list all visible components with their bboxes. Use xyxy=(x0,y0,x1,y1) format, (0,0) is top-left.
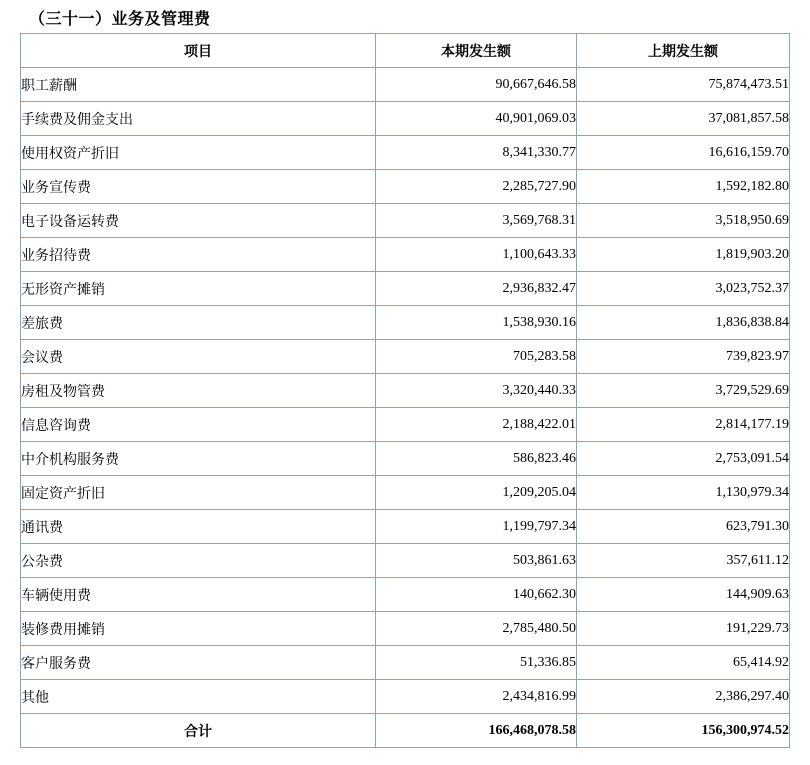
total-previous-amount: 156,300,974.52 xyxy=(577,714,790,748)
table-row xyxy=(21,272,790,306)
item-name: 公杂费 xyxy=(21,544,376,578)
previous-amount: 623,791.30 xyxy=(577,510,790,544)
previous-amount: 191,229.73 xyxy=(577,612,790,646)
previous-amount: 357,611.12 xyxy=(577,544,790,578)
item-name: 电子设备运转费 xyxy=(21,204,376,238)
previous-amount: 75,874,473.51 xyxy=(577,68,790,102)
previous-amount: 37,081,857.58 xyxy=(577,102,790,136)
item-name: 其他 xyxy=(21,680,376,714)
table-row xyxy=(21,170,790,204)
previous-amount: 144,909.63 xyxy=(577,578,790,612)
previous-amount: 3,729,529.69 xyxy=(577,374,790,408)
table-header-row xyxy=(21,34,790,68)
item-name: 无形资产摊销 xyxy=(21,272,376,306)
table-body xyxy=(21,68,790,748)
table-row xyxy=(21,204,790,238)
item-name: 职工薪酬 xyxy=(21,68,376,102)
header-item: 项目 xyxy=(21,34,376,68)
total-row xyxy=(21,714,790,748)
current-amount: 3,320,440.33 xyxy=(376,374,577,408)
expense-table xyxy=(20,33,790,748)
table-row xyxy=(21,306,790,340)
item-name: 固定资产折旧 xyxy=(21,476,376,510)
table-row xyxy=(21,102,790,136)
previous-amount: 2,386,297.40 xyxy=(577,680,790,714)
table-row xyxy=(21,510,790,544)
current-amount: 2,785,480.50 xyxy=(376,612,577,646)
section-title: （三十一）业务及管理费 xyxy=(29,9,211,28)
previous-amount: 2,814,177.19 xyxy=(577,408,790,442)
item-name: 客户服务费 xyxy=(21,646,376,680)
table-row xyxy=(21,238,790,272)
previous-amount: 1,819,903.20 xyxy=(577,238,790,272)
current-amount: 51,336.85 xyxy=(376,646,577,680)
current-amount: 2,434,816.99 xyxy=(376,680,577,714)
previous-amount: 1,836,838.84 xyxy=(577,306,790,340)
item-name: 差旅费 xyxy=(21,306,376,340)
table-row xyxy=(21,578,790,612)
table-row xyxy=(21,476,790,510)
total-current-amount: 166,468,078.58 xyxy=(376,714,577,748)
item-name: 使用权资产折旧 xyxy=(21,136,376,170)
item-name: 装修费用摊销 xyxy=(21,612,376,646)
item-name: 手续费及佣金支出 xyxy=(21,102,376,136)
previous-amount: 1,130,979.34 xyxy=(577,476,790,510)
current-amount: 1,100,643.33 xyxy=(376,238,577,272)
previous-amount: 1,592,182.80 xyxy=(577,170,790,204)
table-row xyxy=(21,408,790,442)
item-name: 车辆使用费 xyxy=(21,578,376,612)
current-amount: 3,569,768.31 xyxy=(376,204,577,238)
current-amount: 2,285,727.90 xyxy=(376,170,577,204)
table-row xyxy=(21,340,790,374)
item-name: 会议费 xyxy=(21,340,376,374)
item-name: 业务宣传费 xyxy=(21,170,376,204)
table-row xyxy=(21,612,790,646)
total-label: 合计 xyxy=(21,714,376,748)
current-amount: 40,901,069.03 xyxy=(376,102,577,136)
previous-amount: 3,518,950.69 xyxy=(577,204,790,238)
table-row xyxy=(21,68,790,102)
previous-amount: 739,823.97 xyxy=(577,340,790,374)
table-row xyxy=(21,374,790,408)
item-name: 中介机构服务费 xyxy=(21,442,376,476)
current-amount: 503,861.63 xyxy=(376,544,577,578)
current-amount: 2,188,422.01 xyxy=(376,408,577,442)
previous-amount: 2,753,091.54 xyxy=(577,442,790,476)
current-amount: 705,283.58 xyxy=(376,340,577,374)
current-amount: 8,341,330.77 xyxy=(376,136,577,170)
table-row xyxy=(21,442,790,476)
previous-amount: 3,023,752.37 xyxy=(577,272,790,306)
header-current-period: 本期发生额 xyxy=(376,34,577,68)
current-amount: 1,209,205.04 xyxy=(376,476,577,510)
current-amount: 1,538,930.16 xyxy=(376,306,577,340)
item-name: 信息咨询费 xyxy=(21,408,376,442)
previous-amount: 16,616,159.70 xyxy=(577,136,790,170)
table-row xyxy=(21,544,790,578)
table-row xyxy=(21,136,790,170)
previous-amount: 65,414.92 xyxy=(577,646,790,680)
current-amount: 1,199,797.34 xyxy=(376,510,577,544)
current-amount: 2,936,832.47 xyxy=(376,272,577,306)
header-previous-period: 上期发生额 xyxy=(577,34,790,68)
item-name: 通讯费 xyxy=(21,510,376,544)
current-amount: 90,667,646.58 xyxy=(376,68,577,102)
current-amount: 586,823.46 xyxy=(376,442,577,476)
current-amount: 140,662.30 xyxy=(376,578,577,612)
item-name: 房租及物管费 xyxy=(21,374,376,408)
table-row xyxy=(21,646,790,680)
table-row xyxy=(21,680,790,714)
item-name: 业务招待费 xyxy=(21,238,376,272)
